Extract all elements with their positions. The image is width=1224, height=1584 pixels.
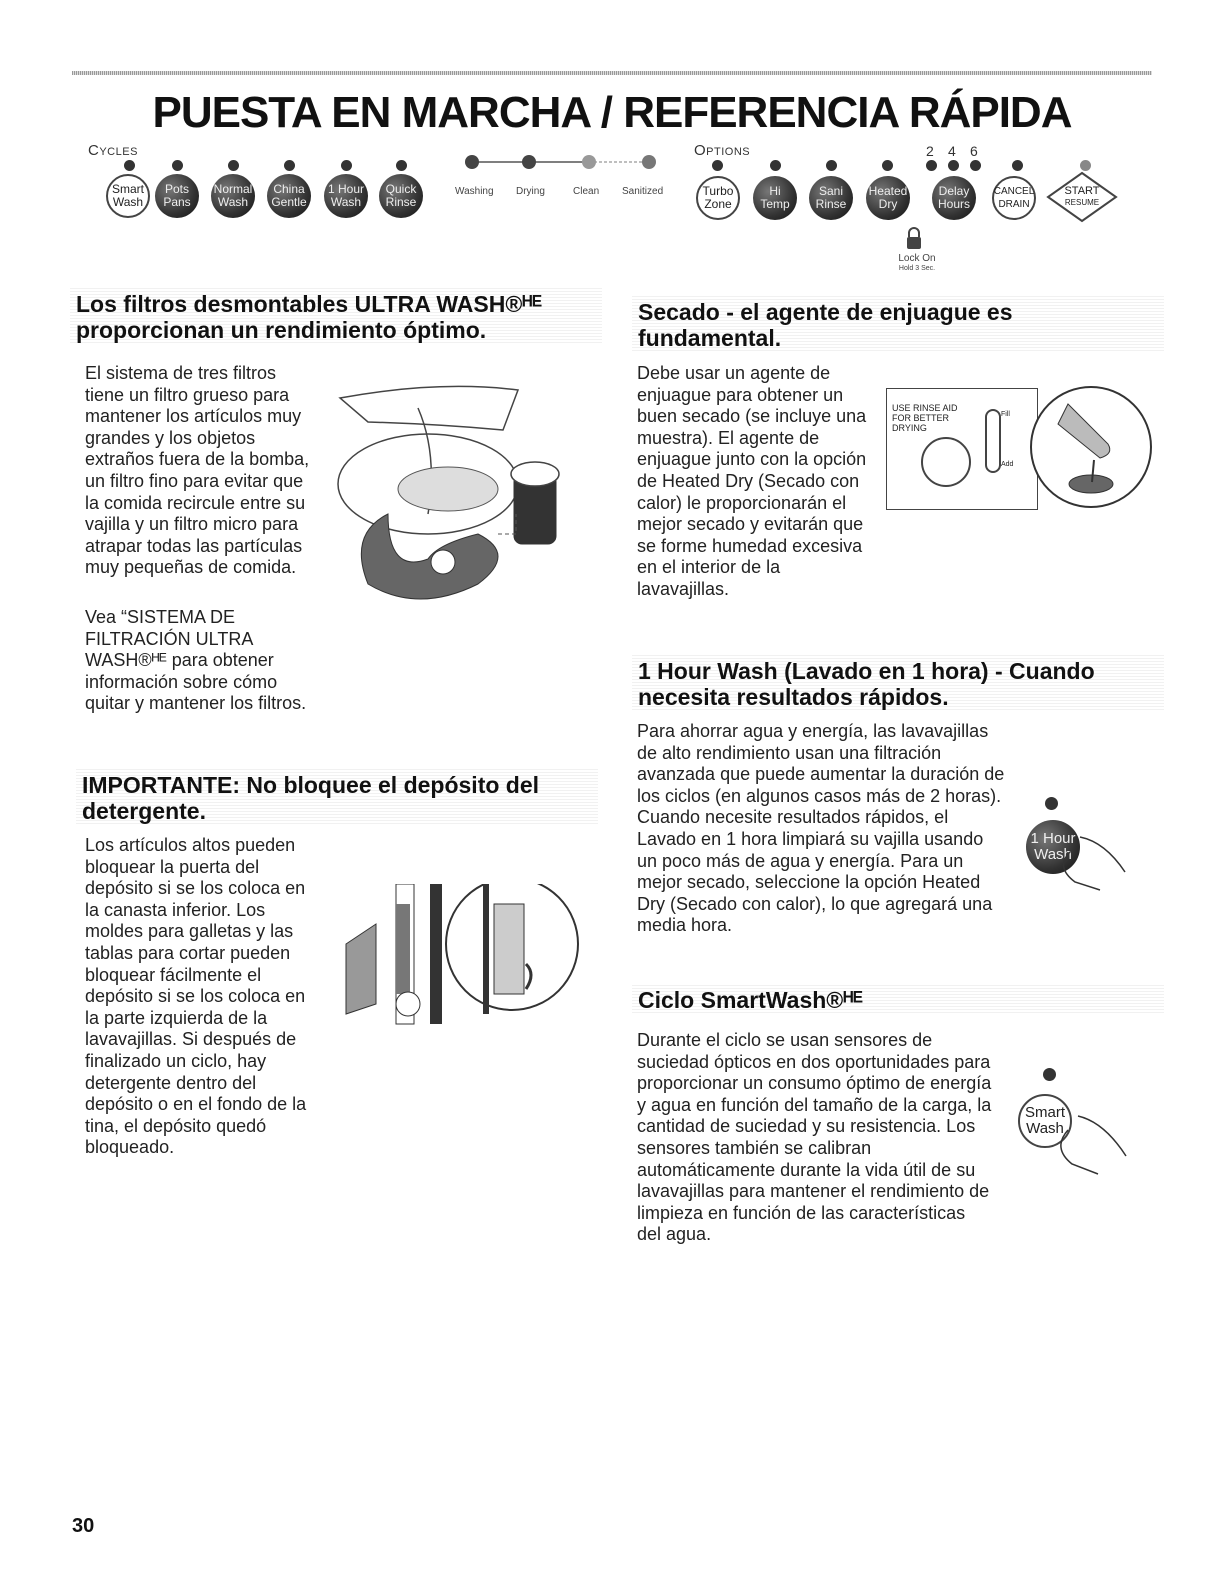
finger-press-icon-2 (1046, 1112, 1130, 1178)
filter-illustration (328, 384, 563, 614)
smartwash-heading: Ciclo SmartWash®ᴴᴱ (632, 983, 1164, 1015)
lock-icon (904, 226, 924, 252)
delay6-led (970, 160, 981, 171)
smartwash-illustration-led (1043, 1068, 1056, 1081)
lock-hold-label: Hold 3 Sec. (898, 265, 936, 272)
status-drying: Drying (516, 186, 545, 197)
page-number: 30 (72, 1515, 95, 1537)
secado-heading: Secado - el agente de enjuague es fundamental. (632, 295, 1164, 353)
fill-mark-label: Fill (1001, 411, 1010, 418)
status-washing: Washing (455, 186, 494, 197)
smartwash-button[interactable]: Smart Wash (106, 174, 150, 218)
sanirinse-button[interactable]: Sani Rinse (809, 176, 853, 220)
top-rule (72, 71, 1152, 75)
hourwash-illustration-led (1045, 797, 1058, 810)
chinagentle-button[interactable]: China Gentle (267, 174, 311, 218)
detergent-illustration (336, 884, 581, 1034)
filters-paragraph-1: El sistema de tres filtros tiene un filtro grueso para mantener los artículos muy grandes y los objetos extraños fuera de la bomba, un filtro fino para evitar que la comida recircule entre su vajilla y un filtro micro para atrapar todas las partículas muy pequeñas de comida. (85, 363, 310, 578)
quickrinse-button[interactable]: Quick Rinse (379, 174, 423, 218)
secado-paragraph: Debe usar un agente de enjuague para obtener un buen secado (se incluye una muestra). El agente de enjuague junto con la opción de Heated Dry (Secado con calor) le proporcionarán el mejor secado y evitarán que se forme humedad excesiva en el interior de la lavavajillas. (637, 363, 867, 599)
level-indicator (985, 409, 1001, 473)
hourwash-illustration-button: 1 Hour Wash (1026, 820, 1080, 874)
rinse-aid-dispenser (886, 388, 1038, 510)
normalwash-led (228, 160, 239, 171)
quickrinse-led (396, 160, 407, 171)
finger-press-icon (1050, 832, 1130, 892)
hourwash-led (341, 160, 352, 171)
smartwash-led (124, 160, 135, 171)
heateddry-led (882, 160, 893, 171)
dispenser-label: USE RINSE AID FOR BETTER DRYING (892, 403, 958, 433)
hours-6: 6 (970, 143, 978, 159)
start-resume-button[interactable]: START RESUME (1046, 170, 1118, 224)
hitemp-button[interactable]: Hi Temp (753, 176, 797, 220)
delay2-led (926, 160, 937, 171)
rinse-aid-pour-illustration (1028, 384, 1154, 510)
hourwash-heading: 1 Hour Wash (Lavado en 1 hora) - Cuando necesita resultados rápidos. (632, 654, 1164, 712)
dispenser-cap[interactable] (921, 437, 971, 487)
turbozone-led (712, 160, 723, 171)
cycles-label: Cycles (88, 142, 138, 159)
smartwash-illustration-button: Smart Wash (1018, 1094, 1072, 1148)
options-label: Options (694, 142, 751, 159)
normalwash-button[interactable]: Normal Wash (211, 174, 255, 218)
importante-heading: IMPORTANTE: No bloquee el depósito del detergente. (76, 768, 598, 826)
delayhours-button[interactable]: Delay Hours (932, 176, 976, 220)
hourwash-paragraph: Para ahorrar agua y energía, las lavavajillas de alto rendimiento usan una filtración avanzada que puede aumentar la duración de los ciclos (en algunos casos más de 2 horas). Cuando necesite resultados rápidos, el Lavado en 1 hora limpiará su vajilla usando un poco más de agua y energía. Para un mejor secado, seleccione la opción Heated Dry (Secado con calor), lo que agregará una media hora. (637, 721, 1005, 936)
filters-paragraph-2: Vea “SISTEMA DE FILTRACIÓN ULTRA WASH®ᴴᴱ para obtener información sobre cómo quitar y mantener los filtros. (85, 607, 307, 714)
potspans-led (172, 160, 183, 171)
delay4-led (948, 160, 959, 171)
turbozone-button[interactable]: Turbo Zone (696, 176, 740, 220)
smartwash-paragraph: Durante el ciclo se usan sensores de suciedad ópticos en dos oportunidades para proporcionar un consumo óptimo de energía y agua en función del tamaño de la carga, la cantidad de suciedad y su resistencia. Los sensores también se calibran automáticamente durante la vida útil de su lavavajillas para mantener el rendimiento de limpieza en función de las características del agua. (637, 1030, 992, 1245)
sanirinse-led (826, 160, 837, 171)
chinagentle-led (284, 160, 295, 171)
cancel-drain-button[interactable]: CANCEL DRAIN (992, 176, 1036, 220)
hours-2: 2 (926, 143, 934, 159)
heateddry-button[interactable]: Heated Dry (866, 176, 910, 220)
cancel-led (1012, 160, 1023, 171)
hitemp-led (770, 160, 781, 171)
filters-heading: Los filtros desmontables ULTRA WASH®ᴴᴱ proporcionan un rendimiento óptimo. (70, 287, 602, 345)
status-clean: Clean (573, 186, 600, 197)
add-mark-label: Add (1001, 461, 1014, 468)
hourwash-button[interactable]: 1 Hour Wash (324, 174, 368, 218)
potspans-button[interactable]: Pots Pans (155, 174, 199, 218)
status-sanitized: Sanitized (622, 186, 664, 197)
hours-4: 4 (948, 143, 956, 159)
lock-label: Lock On (898, 253, 936, 264)
importante-paragraph: Los artículos altos pueden bloquear la puerta del depósito si se los coloca en la canasta inferior. Los moldes para galletas y las tablas para cortar pueden bloquear fácilmente el depósito si se los coloca en la parte izquierda de la lavavajillas. Si después de finalizado un ciclo, hay detergente dentro del depósito o en el fondo de la tina, el depósito quedó bloqueado. (85, 835, 307, 1158)
page-title: PUESTA EN MARCHA / REFERENCIA RÁPIDA (152, 88, 1072, 137)
status-indicator-line (454, 150, 680, 174)
